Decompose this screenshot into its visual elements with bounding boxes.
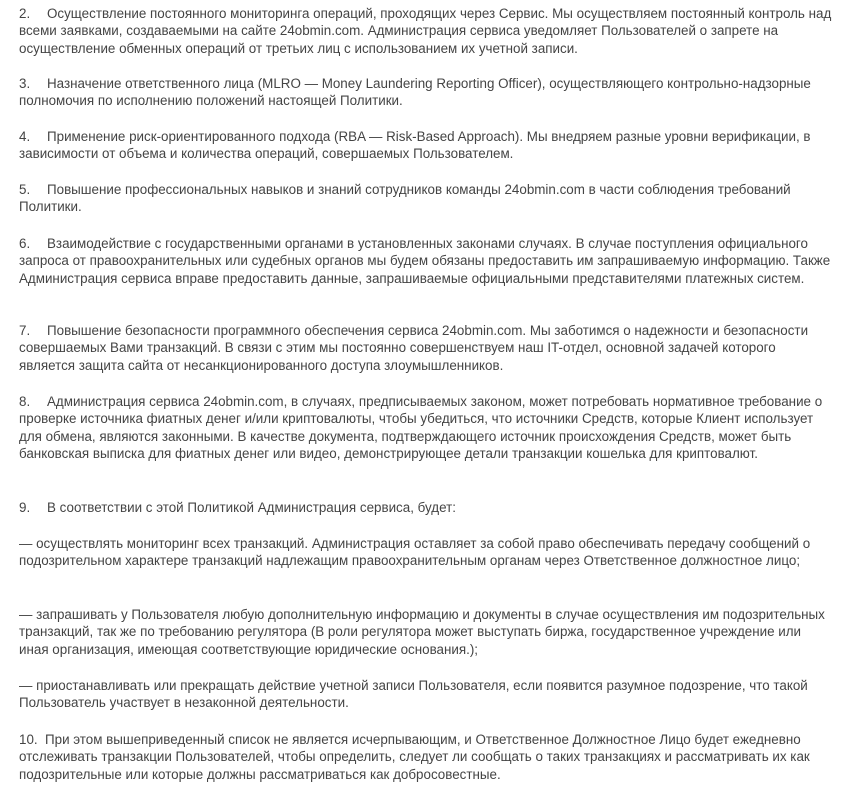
policy-item-6 (19, 235, 834, 287)
item-number: 5. (19, 182, 31, 197)
policy-item-8 (19, 393, 834, 463)
item-text: При этом вышеприведенный список не является исчерпывающим, и Ответственное Должностное Лицо будет ежедневно отслеживать транзакции Пользователей, чтобы определить, следует ли сообщать о таких транзакциях и рассматривать их как подозрительные или которые должны рассматриваться как добросовестные. (19, 732, 810, 782)
item-text: Осуществление постоянного мониторинга операций, проходящих через Сервис. Мы осуществляем постоянный контроль над всеми заявками, создаваемыми на сайте 24obmin.com. Администрация сервиса уведомляет Пользователей о запрете на осуществление обменных операций от третьих лиц с использованием их учетной записи. (19, 6, 832, 56)
item-text: Повышение безопасности программного обеспечения сервиса 24obmin.com. Мы заботимся о надежности и безопасности совершаемых Вами транзакций. В связи с этим мы постоянно совершенствуем наш IT-отдел, основной задачей которого является защита сайта от несанкционированного доступа злоумышленников. (19, 323, 809, 373)
item-number: 8. (19, 394, 31, 409)
bullet-item: — приостанавливать или прекращать действие учетной записи Пользователя, если появится разумное подозрение, что такой Пользователь участвует в незаконной деятельности. (19, 678, 808, 711)
item-number: 3. (19, 76, 31, 91)
item-text: Применение риск-ориентированного подхода (RBA — Risk-Based Approach). Мы внедряем разные уровни верификации, в зависимости от объема и количества операций, совершаемых Пользователем. (19, 129, 811, 162)
item-text: Назначение ответственного лица (MLRO — Money Laundering Reporting Officer), осуществляющего контрольно-надзорные полномочия по исполнению положений настоящей Политики. (19, 76, 811, 109)
item-number: 2. (19, 6, 31, 21)
policy-item-9 (19, 499, 456, 516)
policy-item-5 (19, 181, 834, 216)
item-text: Повышение профессиональных навыков и знаний сотрудников команды 24obmin.com в части соблюдения требований Политики. (19, 182, 791, 215)
bullet-item: — запрашивать у Пользователя любую дополнительную информацию и документы в случае осуществления им подозрительных транзакций, так же по требованию регулятора (В роли регулятора может выступать биржа, государственное учреждение или иная организация, имеющая соответствующие юридические основания.); (19, 607, 825, 657)
item-number: 6. (19, 236, 31, 251)
item-number: 4. (19, 129, 31, 144)
policy-item-3 (19, 75, 834, 110)
policy-item-7 (19, 322, 834, 374)
item-text: В соответствии с этой Политикой Администрация сервиса, будет: (47, 500, 456, 515)
item-text: Администрация сервиса 24obmin.com, в случаях, предписываемых законом, может потребовать нормативное требование о проверке источника фиатных денег и/или криптовалюты, чтобы убедиться, что источники Средств, которые Клиент использует для обмена, являются законными. В качестве документа, подтверждающего источник происхождения Средств, может быть банковская выписка для фиатных денег или видео, демонстрирующее детали транзакции кошелька для криптовалют. (19, 394, 823, 462)
item-number: 10. (19, 732, 38, 747)
item-text: Взаимодействие с государственными органами в установленных законами случаях. В случае поступления официального запроса от правоохранительных или судебных органов мы будем обязаны предоставить им запрашиваемую информацию. Также Администрация сервиса вправе предоставить данные, запрашиваемые официальными представителями платежных систем. (19, 236, 831, 286)
item-number: 9. (19, 500, 31, 515)
policy-item-2 (19, 5, 834, 57)
bullet-item: — осуществлять мониторинг всех транзакций. Администрация оставляет за собой право обеспечивать передачу сообщений о подозрительном характере транзакций надлежащим правоохранительным органам через Ответственное должностное лицо; (19, 536, 811, 569)
policy-item-4 (19, 128, 834, 163)
item-number: 7. (19, 323, 31, 338)
policy-item-10 (19, 731, 834, 783)
